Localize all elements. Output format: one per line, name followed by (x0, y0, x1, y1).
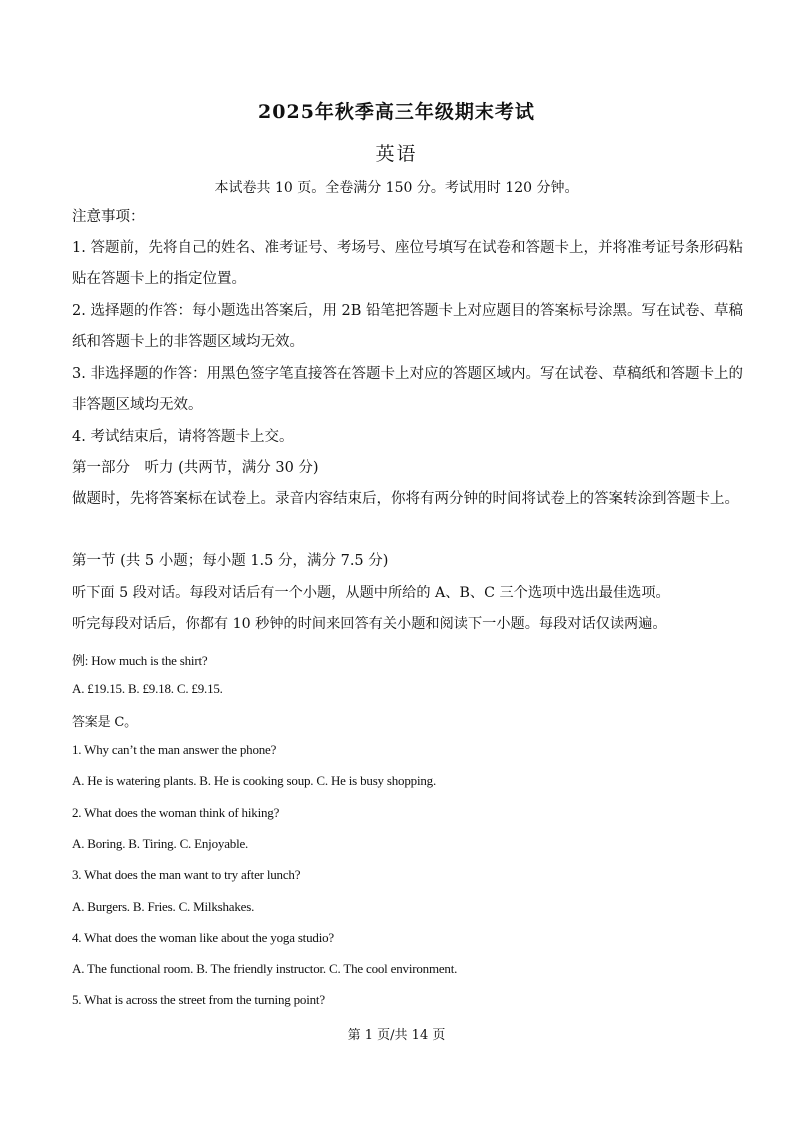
section1-instruction-line1: 听下面 5 段对话。每段对话后有一个小题，从题中所给的 A、B、C 三个选项中选出最佳选项。 (72, 585, 670, 601)
question-1: 1. Why can’t the man answer the phone? (72, 742, 277, 757)
question-2: 2. What does the woman think of hiking? (72, 805, 280, 820)
question-4-options: A. The functional room. B. The friendly instructor. C. The cool environment. (72, 961, 458, 976)
note-item-4: 4. 考试结束后，请将答题卡上交。 (72, 429, 294, 445)
note-item-2: 2. 选择题的作答：每小题选出答案后，用 2B 铅笔把答题卡上对应题目的答案标号涂黑。写在试卷、草稿纸和答题卡上的非答题区域均无效。 (72, 303, 744, 350)
example-options: A. £19.15. B. £9.18. C. £9.15. (72, 681, 223, 696)
exam-info: 本试卷共 10 页。全卷满分 150 分。考试用时 120 分钟。 (214, 180, 579, 196)
note-item-1: 1. 答题前，先将自己的姓名、准考证号、考场号、座位号填写在试卷和答题卡上，并将准考证号条形码粘贴在答题卡上的指定位置。 (72, 240, 743, 287)
question-2-options: A. Boring. B. Tiring. C. Enjoyable. (72, 836, 249, 851)
question-3-options: A. Burgers. B. Fries. C. Milkshakes. (72, 899, 255, 914)
part1-heading: 第一部分 听力 (共两节，满分 30 分) (72, 460, 319, 476)
example-question: 例: How much is the shirt? (72, 653, 208, 668)
section1-heading: 第一节 (共 5 小题；每小题 1.5 分，满分 7.5 分) (72, 553, 389, 569)
section1-instruction-line2: 听完每段对话后，你都有 10 秒钟的时间来回答有关小题和阅读下一小题。每段对话仅读两遍。 (72, 616, 667, 632)
question-4: 4. What does the woman like about the yoga studio? (72, 930, 334, 945)
example-answer: 答案是 C。 (72, 715, 137, 730)
page-footer: 第 1 页/共 14 页 (347, 1028, 446, 1043)
part1-instruction: 做题时，先将答案标在试卷上。录音内容结束后，你将有两分钟的时间将试卷上的答案转涂到答题卡上。 (72, 491, 739, 507)
note-item-3: 3. 非选择题的作答：用黑色签字笔直接答在答题卡上对应的答题区域内。写在试卷、草稿纸和答题卡上的非答题区域均无效。 (72, 366, 743, 413)
subject-title: 英语 (375, 143, 418, 165)
question-1-options: A. He is watering plants. B. He is cooking soup. C. He is busy shopping. (72, 773, 437, 788)
exam-title: 2025年秋季高三年级期末考试 (258, 101, 535, 123)
notes-heading: 注意事项： (72, 209, 145, 225)
question-3: 3. What does the man want to try after lunch? (72, 867, 301, 882)
question-5: 5. What is across the street from the turning point? (72, 992, 325, 1007)
